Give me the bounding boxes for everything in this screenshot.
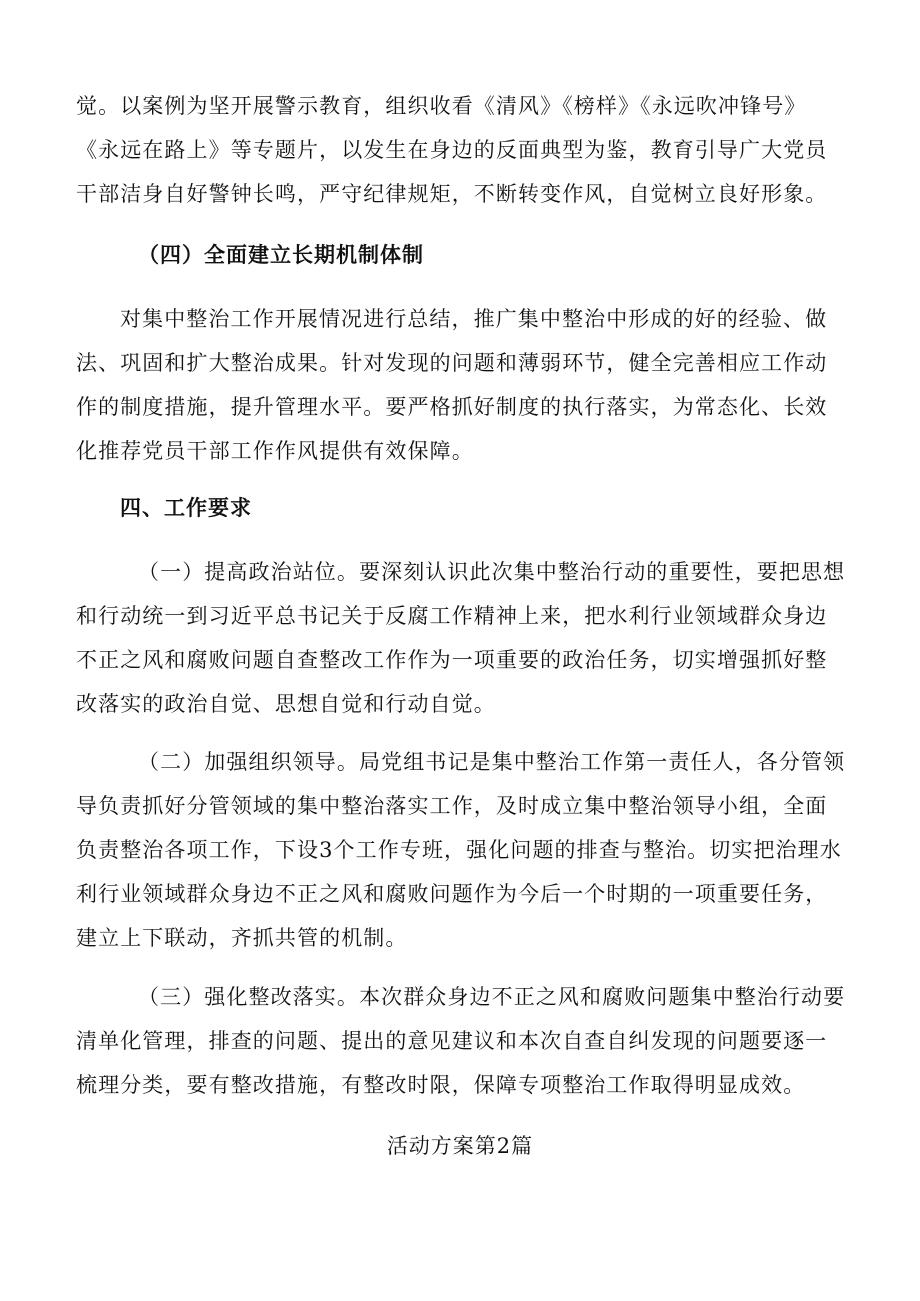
document-footer-title: 活动方案第2篇	[386, 1134, 534, 1158]
text-line: 作的制度措施，提升管理水平。要严格抓好制度的执行落实，为常态化、长效	[76, 395, 828, 419]
section-paragraph	[76, 297, 854, 473]
text-line: 不正之风和腐败问题自查整改工作作为一项重要的政治任务，切实增强抓好整	[76, 648, 828, 672]
text-line: 《永远在路上》等专题片，以发生在身边的反面典型为鉴，教育引导广大党员	[76, 138, 828, 162]
section-heading: （四）全面建立长期机制体制	[138, 243, 424, 267]
intro-paragraph	[76, 84, 854, 216]
requirement-paragraph	[76, 740, 854, 960]
part-heading: 四、工作要求	[120, 496, 252, 520]
text-line: 利行业领域群众身边不正之风和腐败问题作为今后一个时期的一项重要任务，	[76, 882, 828, 906]
text-line: 清单化管理，排查的问题、提出的意见建议和本次自查自纠发现的问题要逐一	[76, 1029, 828, 1053]
text-line: 化推荐党员干部工作作风提供有效保障。	[76, 439, 474, 463]
text-line: （一）提高政治站位。要深刻认识此次集中整治行动的重要性，要把思想	[138, 560, 846, 584]
text-line: 干部洁身自好警钟长鸣，严守纪律规矩，不断转变作风，自觉树立良好形象。	[76, 182, 828, 206]
text-line: （三）强化整改落实。本次群众身边不正之风和腐败问题集中整治行动要	[138, 985, 846, 1009]
text-line: 法、巩固和扩大整治成果。针对发现的问题和薄弱环节，健全完善相应工作动	[76, 351, 828, 375]
text-line: 建立上下联动，齐抓共管的机制。	[76, 926, 408, 950]
text-line: 觉。以案例为坚开展警示教育，组织收看《清风》《榜样》《永远吹冲锋号》	[76, 94, 807, 118]
text-line: （二）加强组织领导。局党组书记是集中整治工作第一责任人，各分管领	[138, 750, 846, 774]
requirement-paragraph	[76, 550, 854, 726]
text-line: 负责整治各项工作，下设3个工作专班，强化问题的排查与整治。切实把治理水	[76, 838, 842, 862]
text-line: 导负责抓好分管领域的集中整治落实工作，及时成立集中整治领导小组，全面	[76, 794, 828, 818]
text-line: 改落实的政治自觉、思想自觉和行动自觉。	[76, 692, 496, 716]
text-line: 和行动统一到习近平总书记关于反腐工作精神上来，把水利行业领域群众身边	[76, 604, 828, 628]
requirement-paragraph	[76, 975, 854, 1107]
text-line: 梳理分类，要有整改措施，有整改时限，保障专项整治工作取得明显成效。	[76, 1073, 806, 1097]
text-line: 对集中整治工作开展情况进行总结，推广集中整治中形成的好的经验、做	[120, 307, 828, 331]
